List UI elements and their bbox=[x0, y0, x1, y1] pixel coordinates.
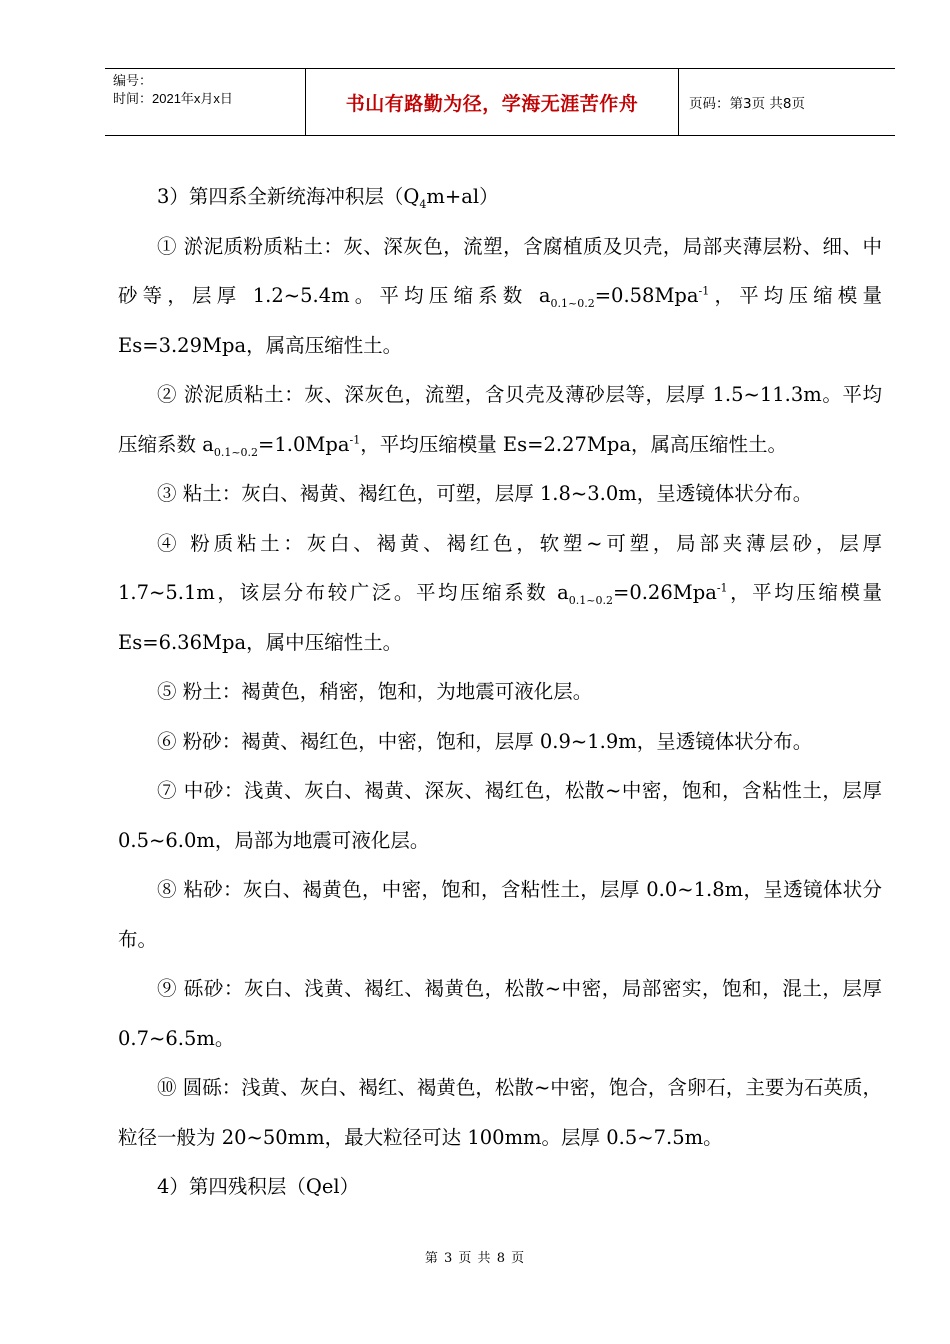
layer-paragraph-3: ③ 粘土：灰白、褐黄、褐红色，可塑，层厚 1.8~3.0m，呈透镜体状分布。 bbox=[157, 482, 813, 505]
page-header bbox=[105, 68, 895, 136]
layer-paragraph-9: ⑨ 砾砂：灰白、浅黄、褐红、褐黄色，松散~中密，局部密实，饱和，混土，层厚 0.7~6.5m。 bbox=[118, 977, 882, 1050]
layer-paragraph-10: ⑩ 圆砾：浅黄、灰白、褐红、褐黄色，松散~中密，饱合，含卵石，主要为石英质，粒径一般为 20~50mm，最大粒径可达 100mm。层厚 0.5~7.5m。 bbox=[118, 1076, 882, 1149]
header-motto: 书山有路勤为径，学海无涯苦作舟 bbox=[345, 92, 639, 115]
header-motto-cell bbox=[306, 69, 679, 135]
section-heading-marine-layer: 3）第四系全新统海冲积层$(Q_4m+al)$ bbox=[157, 185, 499, 211]
layer-paragraph-6: ⑥ 粉砂：褐黄、褐红色，中密，饱和，层厚 0.9~1.9m，呈透镜体状分布。 bbox=[157, 729, 813, 753]
layer-paragraph-1: ① 淤泥质粉质粘土：灰、深灰色，流塑，含腐植质及贝壳，局部夹薄层粉、细、中砂等，层厚 1.2~5.4m。平均压缩系数 $a_{0.1\sim 0.2}=0.58Mpa^{-1}$，平均压缩模量 Es=3.29Mpa，属高压缩性土。 bbox=[118, 234, 882, 357]
document-time-label: 时间：2021年x月x日 bbox=[113, 91, 233, 106]
document-number-label: 编号： bbox=[113, 73, 153, 88]
layer-paragraph-4: ④ 粉质粘土：灰白、褐黄、褐红色，软塑~可塑，局部夹薄层砂，层厚 1.7~5.1m，该层分布较广泛。平均压缩系数 $a_{0.1\sim 0.2}=0.26Mpa^{-1}$，平均压缩模量 Es=6.36Mpa，属中压缩性土。 bbox=[118, 531, 882, 654]
document-body bbox=[118, 172, 882, 1212]
layer-paragraph-8: ⑧ 粘砂：灰白、褐黄色，中密，饱和，含粘性土，层厚 0.0~1.8m，呈透镜体状分布。 bbox=[118, 878, 882, 951]
header-page-info-cell bbox=[679, 69, 895, 135]
header-page-info: 页码：第3页 共8页 bbox=[689, 96, 805, 112]
layer-paragraph-5: ⑤ 粉土：褐黄色，稍密，饱和，为地震可液化层。 bbox=[157, 680, 593, 703]
section-heading-residual-layer: 4）第四残积层（Qel） bbox=[157, 1175, 360, 1198]
layer-paragraph-7: ⑦ 中砂：浅黄、灰白、褐黄、深灰、褐红色，松散~中密，饱和，含粘性土，层厚 0.5~6.0m，局部为地震可液化层。 bbox=[118, 779, 882, 852]
page-footer: 第 3 页 共 8 页 bbox=[424, 1251, 526, 1266]
layer-paragraph-2: ② 淤泥质粘土：灰、深灰色，流塑，含贝壳及薄砂层等，层厚 1.5~11.3m。平均压缩系数 $a_{0.1\sim 0.2}=1.0Mpa^{-1}$，平均压缩模量 Es=2.27Mpa，属高压缩性土。 bbox=[118, 383, 882, 459]
header-meta bbox=[105, 69, 306, 135]
